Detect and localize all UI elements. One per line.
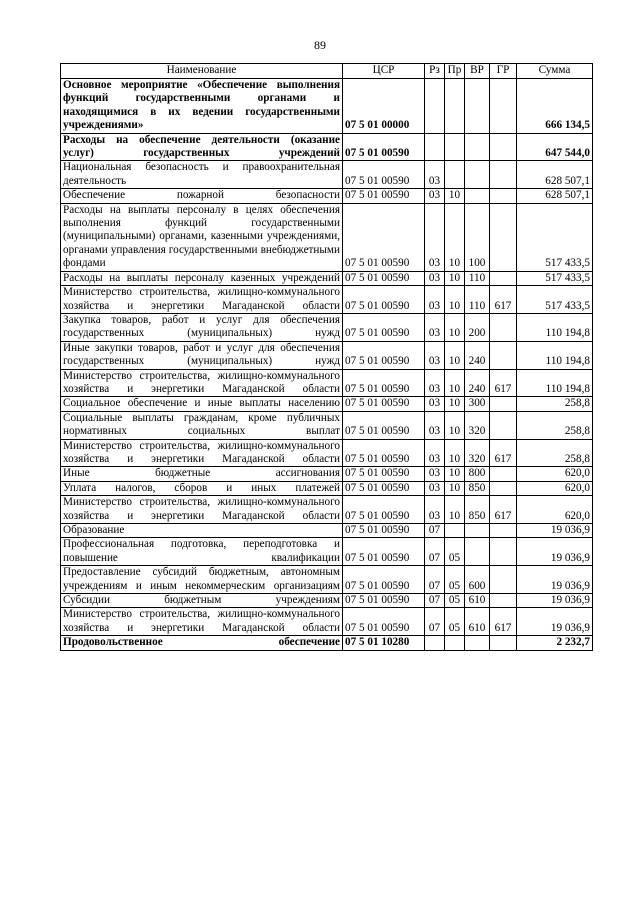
row-gr-cell xyxy=(490,161,517,189)
row-vr-cell: 800 xyxy=(465,467,490,481)
row-csr-cell: 07 5 01 10280 xyxy=(343,636,425,650)
row-vr-cell: 320 xyxy=(465,439,490,467)
row-rz-cell: 07 xyxy=(425,524,445,538)
row-gr-cell: 617 xyxy=(490,608,517,636)
table-row xyxy=(61,79,593,134)
row-gr-cell xyxy=(490,397,517,411)
row-gr-cell xyxy=(490,481,517,495)
row-rz-cell: 03 xyxy=(425,369,445,397)
row-pr-cell: 10 xyxy=(445,467,465,481)
table-row xyxy=(61,133,593,161)
row-pr-cell: 10 xyxy=(445,369,465,397)
table-row xyxy=(61,636,593,650)
row-gr-cell: 617 xyxy=(490,369,517,397)
table-row xyxy=(61,538,593,566)
table-row xyxy=(61,341,593,369)
table-row xyxy=(61,161,593,189)
row-rz-cell: 03 xyxy=(425,411,445,439)
row-pr-cell: 10 xyxy=(445,341,465,369)
row-csr-cell: 07 5 01 00590 xyxy=(343,411,425,439)
row-csr-cell: 07 5 01 00590 xyxy=(343,481,425,495)
row-sum-cell: 620,0 xyxy=(517,467,593,481)
row-vr-cell: 600 xyxy=(465,566,490,594)
row-pr-cell xyxy=(445,79,465,134)
table-row xyxy=(61,566,593,594)
header-pr: Пр xyxy=(445,64,465,79)
row-sum-cell: 647 544,0 xyxy=(517,133,593,161)
row-vr-cell: 110 xyxy=(465,286,490,314)
row-csr-cell: 07 5 01 00000 xyxy=(343,79,425,134)
row-name-cell: Иные бюджетные ассигнования xyxy=(61,467,343,481)
table-row xyxy=(61,286,593,314)
row-pr-cell: 10 xyxy=(445,411,465,439)
table-row xyxy=(61,271,593,285)
header-sum: Сумма xyxy=(517,64,593,79)
row-pr-cell: 10 xyxy=(445,481,465,495)
row-name-cell: Профессиональная подготовка, переподготовка и повышение квалификации xyxy=(61,538,343,566)
row-name-cell: Иные закупки товаров, работ и услуг для обеспечения государственных (муниципальных) нужд xyxy=(61,341,343,369)
row-gr-cell xyxy=(490,79,517,134)
row-rz-cell: 03 xyxy=(425,286,445,314)
row-sum-cell: 110 194,8 xyxy=(517,369,593,397)
row-vr-cell: 610 xyxy=(465,594,490,608)
table-row xyxy=(61,467,593,481)
row-csr-cell: 07 5 01 00590 xyxy=(343,524,425,538)
table-row xyxy=(61,369,593,397)
header-vr: ВР xyxy=(465,64,490,79)
row-name-cell: Расходы на обеспечение деятельности (оказание услуг) государственных учреждений xyxy=(61,133,343,161)
row-sum-cell: 666 134,5 xyxy=(517,79,593,134)
row-pr-cell: 10 xyxy=(445,439,465,467)
row-vr-cell: 320 xyxy=(465,411,490,439)
row-csr-cell: 07 5 01 00590 xyxy=(343,341,425,369)
row-sum-cell: 19 036,9 xyxy=(517,608,593,636)
table-body xyxy=(61,79,593,651)
row-csr-cell: 07 5 01 00590 xyxy=(343,286,425,314)
row-name-cell: Социальные выплаты гражданам, кроме публичных нормативных социальных выплат xyxy=(61,411,343,439)
row-sum-cell: 628 507,1 xyxy=(517,161,593,189)
row-gr-cell xyxy=(490,203,517,271)
row-rz-cell: 03 xyxy=(425,203,445,271)
row-rz-cell: 03 xyxy=(425,496,445,524)
row-vr-cell: 610 xyxy=(465,608,490,636)
row-name-cell: Министерство строительства, жилищно-коммунального хозяйства и энергетики Магаданской области xyxy=(61,369,343,397)
table-header-row xyxy=(61,64,593,79)
row-name-cell: Уплата налогов, сборов и иных платежей xyxy=(61,481,343,495)
row-sum-cell: 517 433,5 xyxy=(517,286,593,314)
row-name-cell: Министерство строительства, жилищно-коммунального хозяйства и энергетики Магаданской области xyxy=(61,286,343,314)
row-sum-cell: 19 036,9 xyxy=(517,594,593,608)
row-vr-cell xyxy=(465,79,490,134)
table-row xyxy=(61,313,593,341)
row-rz-cell: 07 xyxy=(425,538,445,566)
row-rz-cell xyxy=(425,79,445,134)
row-vr-cell: 240 xyxy=(465,369,490,397)
row-vr-cell: 200 xyxy=(465,313,490,341)
row-sum-cell: 258,8 xyxy=(517,439,593,467)
table-row xyxy=(61,594,593,608)
row-gr-cell xyxy=(490,411,517,439)
row-gr-cell xyxy=(490,594,517,608)
table-row xyxy=(61,524,593,538)
row-rz-cell: 03 xyxy=(425,481,445,495)
header-name: Наименование xyxy=(61,64,343,79)
row-rz-cell: 03 xyxy=(425,161,445,189)
row-name-cell: Основное мероприятие «Обеспечение выполнения функций государственными органами и находящимися в их ведении государственными учреждениями» xyxy=(61,79,343,134)
row-gr-cell xyxy=(490,636,517,650)
row-gr-cell: 617 xyxy=(490,496,517,524)
row-csr-cell: 07 5 01 00590 xyxy=(343,397,425,411)
row-pr-cell xyxy=(445,161,465,189)
row-gr-cell xyxy=(490,133,517,161)
row-pr-cell: 05 xyxy=(445,538,465,566)
page-number: 89 xyxy=(314,38,326,52)
row-gr-cell xyxy=(490,538,517,566)
budget-table xyxy=(60,63,593,651)
table-row xyxy=(61,481,593,495)
row-rz-cell: 03 xyxy=(425,271,445,285)
row-sum-cell: 110 194,8 xyxy=(517,341,593,369)
row-csr-cell: 07 5 01 00590 xyxy=(343,313,425,341)
row-sum-cell: 258,8 xyxy=(517,397,593,411)
table-row xyxy=(61,496,593,524)
row-name-cell: Национальная безопасность и правоохранительная деятельность xyxy=(61,161,343,189)
row-sum-cell: 620,0 xyxy=(517,496,593,524)
table-row xyxy=(61,397,593,411)
row-pr-cell: 10 xyxy=(445,271,465,285)
row-vr-cell: 100 xyxy=(465,203,490,271)
row-pr-cell: 10 xyxy=(445,203,465,271)
row-gr-cell xyxy=(490,271,517,285)
row-rz-cell: 03 xyxy=(425,189,445,203)
row-pr-cell: 10 xyxy=(445,189,465,203)
row-rz-cell: 07 xyxy=(425,608,445,636)
header-csr: ЦСР xyxy=(343,64,425,79)
row-pr-cell: 05 xyxy=(445,608,465,636)
row-vr-cell: 850 xyxy=(465,481,490,495)
row-sum-cell: 2 232,7 xyxy=(517,636,593,650)
row-vr-cell: 110 xyxy=(465,271,490,285)
row-name-cell: Продовольственное обеспечение xyxy=(61,636,343,650)
row-csr-cell: 07 5 01 00590 xyxy=(343,369,425,397)
row-sum-cell: 19 036,9 xyxy=(517,524,593,538)
row-vr-cell xyxy=(465,133,490,161)
row-rz-cell xyxy=(425,133,445,161)
row-csr-cell: 07 5 01 00590 xyxy=(343,608,425,636)
row-pr-cell: 05 xyxy=(445,594,465,608)
row-name-cell: Субсидии бюджетным учреждениям xyxy=(61,594,343,608)
row-rz-cell: 03 xyxy=(425,341,445,369)
row-sum-cell: 19 036,9 xyxy=(517,538,593,566)
row-gr-cell xyxy=(490,313,517,341)
row-sum-cell: 258,8 xyxy=(517,411,593,439)
row-name-cell: Предоставление субсидий бюджетным, автономным учреждениям и иным некоммерческим организациям xyxy=(61,566,343,594)
row-sum-cell: 517 433,5 xyxy=(517,203,593,271)
row-name-cell: Министерство строительства, жилищно-коммунального хозяйства и энергетики Магаданской области xyxy=(61,608,343,636)
row-vr-cell xyxy=(465,161,490,189)
row-csr-cell: 07 5 01 00590 xyxy=(343,467,425,481)
row-csr-cell: 07 5 01 00590 xyxy=(343,566,425,594)
row-csr-cell: 07 5 01 00590 xyxy=(343,538,425,566)
row-sum-cell: 628 507,1 xyxy=(517,189,593,203)
row-rz-cell: 03 xyxy=(425,397,445,411)
row-rz-cell: 07 xyxy=(425,594,445,608)
row-pr-cell: 10 xyxy=(445,397,465,411)
table-row xyxy=(61,203,593,271)
row-vr-cell xyxy=(465,524,490,538)
row-pr-cell: 05 xyxy=(445,566,465,594)
row-sum-cell: 517 433,5 xyxy=(517,271,593,285)
row-name-cell: Расходы на выплаты персоналу в целях обеспечения выполнения функций государственными (муниципальными) органами, казенными учреждениями, органами управления государственными внебюджетными фондами xyxy=(61,203,343,271)
row-csr-cell: 07 5 01 00590 xyxy=(343,594,425,608)
row-gr-cell xyxy=(490,467,517,481)
row-rz-cell: 03 xyxy=(425,313,445,341)
row-sum-cell: 110 194,8 xyxy=(517,313,593,341)
row-name-cell: Образование xyxy=(61,524,343,538)
row-csr-cell: 07 5 01 00590 xyxy=(343,133,425,161)
row-vr-cell xyxy=(465,636,490,650)
row-name-cell: Министерство строительства, жилищно-коммунального хозяйства и энергетики Магаданской области xyxy=(61,439,343,467)
header-rz: Рз xyxy=(425,64,445,79)
row-sum-cell: 19 036,9 xyxy=(517,566,593,594)
row-vr-cell: 300 xyxy=(465,397,490,411)
row-pr-cell xyxy=(445,636,465,650)
row-rz-cell: 07 xyxy=(425,566,445,594)
row-vr-cell xyxy=(465,538,490,566)
row-rz-cell xyxy=(425,636,445,650)
row-pr-cell: 10 xyxy=(445,286,465,314)
row-sum-cell: 620,0 xyxy=(517,481,593,495)
row-pr-cell: 10 xyxy=(445,313,465,341)
header-gr: ГР xyxy=(490,64,517,79)
row-name-cell: Социальное обеспечение и иные выплаты населению xyxy=(61,397,343,411)
row-rz-cell: 03 xyxy=(425,467,445,481)
row-pr-cell: 10 xyxy=(445,496,465,524)
row-csr-cell: 07 5 01 00590 xyxy=(343,161,425,189)
row-gr-cell: 617 xyxy=(490,286,517,314)
table-row xyxy=(61,608,593,636)
row-name-cell: Закупка товаров, работ и услуг для обеспечения государственных (муниципальных) нужд xyxy=(61,313,343,341)
row-gr-cell xyxy=(490,566,517,594)
row-name-cell: Расходы на выплаты персоналу казенных учреждений xyxy=(61,271,343,285)
row-pr-cell xyxy=(445,524,465,538)
row-vr-cell: 240 xyxy=(465,341,490,369)
row-vr-cell: 850 xyxy=(465,496,490,524)
row-csr-cell: 07 5 01 00590 xyxy=(343,203,425,271)
row-gr-cell xyxy=(490,524,517,538)
table-row xyxy=(61,439,593,467)
row-gr-cell: 617 xyxy=(490,439,517,467)
row-rz-cell: 03 xyxy=(425,439,445,467)
row-gr-cell xyxy=(490,341,517,369)
row-vr-cell xyxy=(465,189,490,203)
row-csr-cell: 07 5 01 00590 xyxy=(343,271,425,285)
row-gr-cell xyxy=(490,189,517,203)
row-csr-cell: 07 5 01 00590 xyxy=(343,496,425,524)
row-name-cell: Министерство строительства, жилищно-коммунального хозяйства и энергетики Магаданской области xyxy=(61,496,343,524)
table-row xyxy=(61,189,593,203)
table-row xyxy=(61,411,593,439)
row-csr-cell: 07 5 01 00590 xyxy=(343,189,425,203)
row-pr-cell xyxy=(445,133,465,161)
row-name-cell: Обеспечение пожарной безопасности xyxy=(61,189,343,203)
row-csr-cell: 07 5 01 00590 xyxy=(343,439,425,467)
